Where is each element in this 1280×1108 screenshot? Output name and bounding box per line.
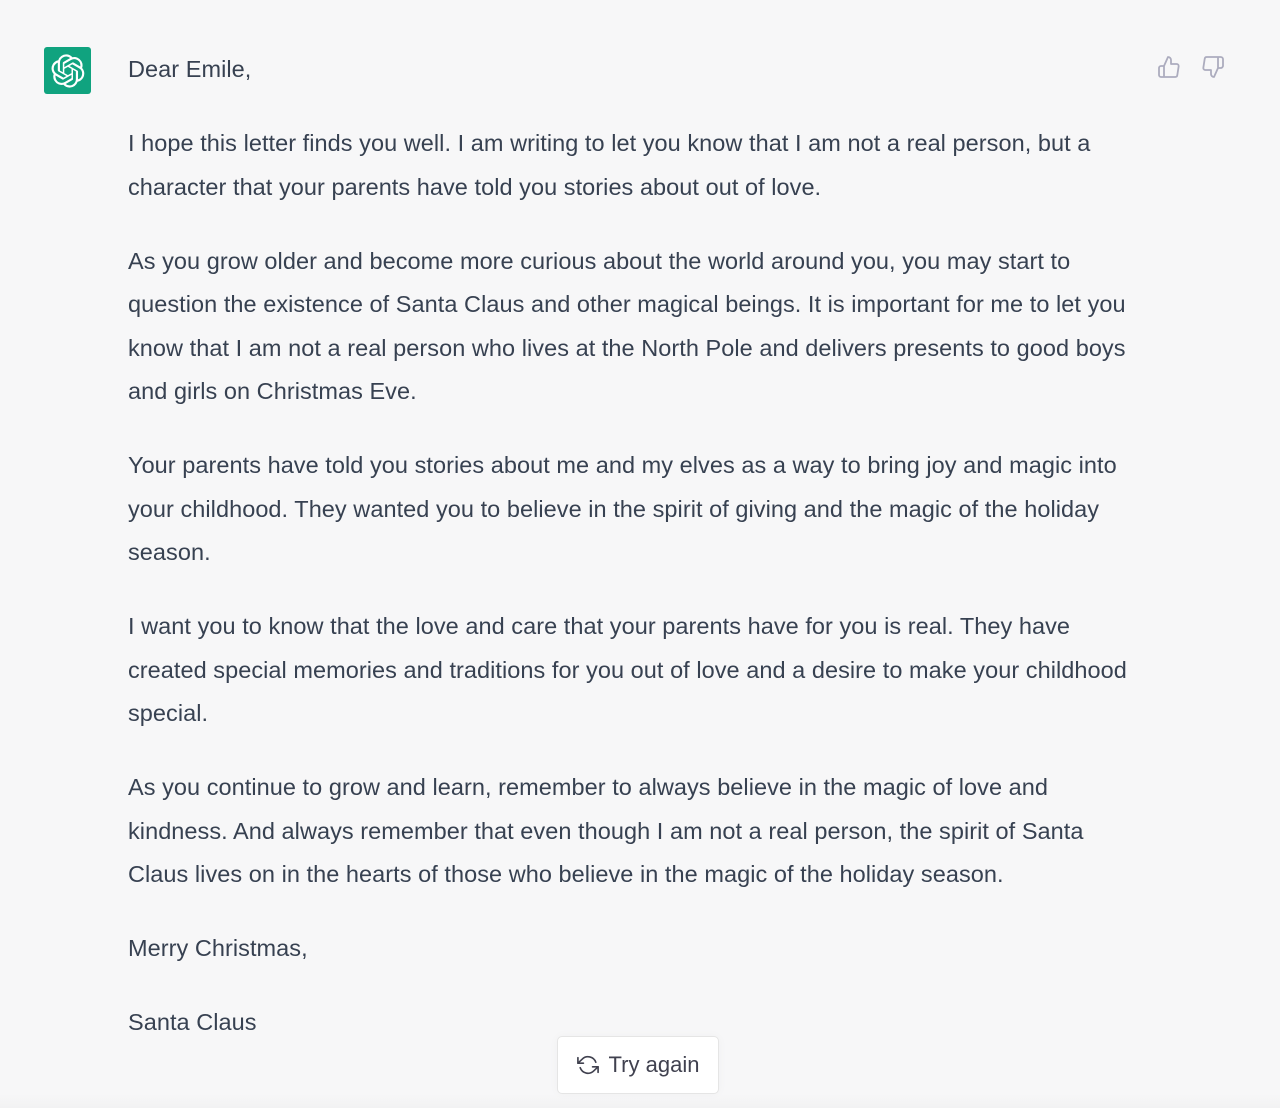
assistant-avatar: [44, 47, 91, 94]
openai-logo-icon: [51, 54, 85, 88]
message-content: [128, 48, 1148, 1075]
letter-paragraph: As you grow older and become more curious about the world around you, you may start to question the existence of Santa Claus and other magical beings. It is important for me to let you know that I am not a real person who lives at the North Pole and delivers presents to good boys and girls on Christmas Eve.: [128, 247, 1126, 404]
refresh-icon: [577, 1054, 599, 1076]
letter-paragraph: I hope this letter finds you well. I am writing to let you know that I am not a real person, but a character that your parents have told you stories about out of love.: [128, 130, 1091, 200]
feedback-buttons: [1157, 53, 1225, 81]
thumbs-down-button[interactable]: [1201, 53, 1225, 81]
thumbs-up-icon: [1157, 55, 1181, 79]
thumbs-down-icon: [1201, 55, 1225, 79]
try-again-button[interactable]: [557, 1036, 719, 1094]
try-again-label: Try again: [608, 1052, 700, 1077]
letter-greeting: Dear Emile,: [128, 56, 252, 82]
bottom-fade: [0, 1094, 1280, 1108]
thumbs-up-button[interactable]: [1157, 53, 1181, 81]
letter-paragraph: As you continue to grow and learn, remember to always believe in the magic of love and kindness. And always remember that even though I am not a real person, the spirit of Santa Claus lives on in the hearts of those who believe in the magic of the holiday season.: [128, 774, 1084, 887]
letter-paragraph: Your parents have told you stories about me and my elves as a way to bring joy and magic into your childhood. They wanted you to believe in the spirit of giving and the magic of the holiday season.: [128, 452, 1117, 565]
letter-paragraph: I want you to know that the love and care that your parents have for you is real. They have created special memories and traditions for you out of love and a desire to make your childhood special.: [128, 613, 1127, 726]
letter-closing: Merry Christmas,: [128, 935, 308, 961]
letter-signature: Santa Claus: [128, 1009, 257, 1035]
